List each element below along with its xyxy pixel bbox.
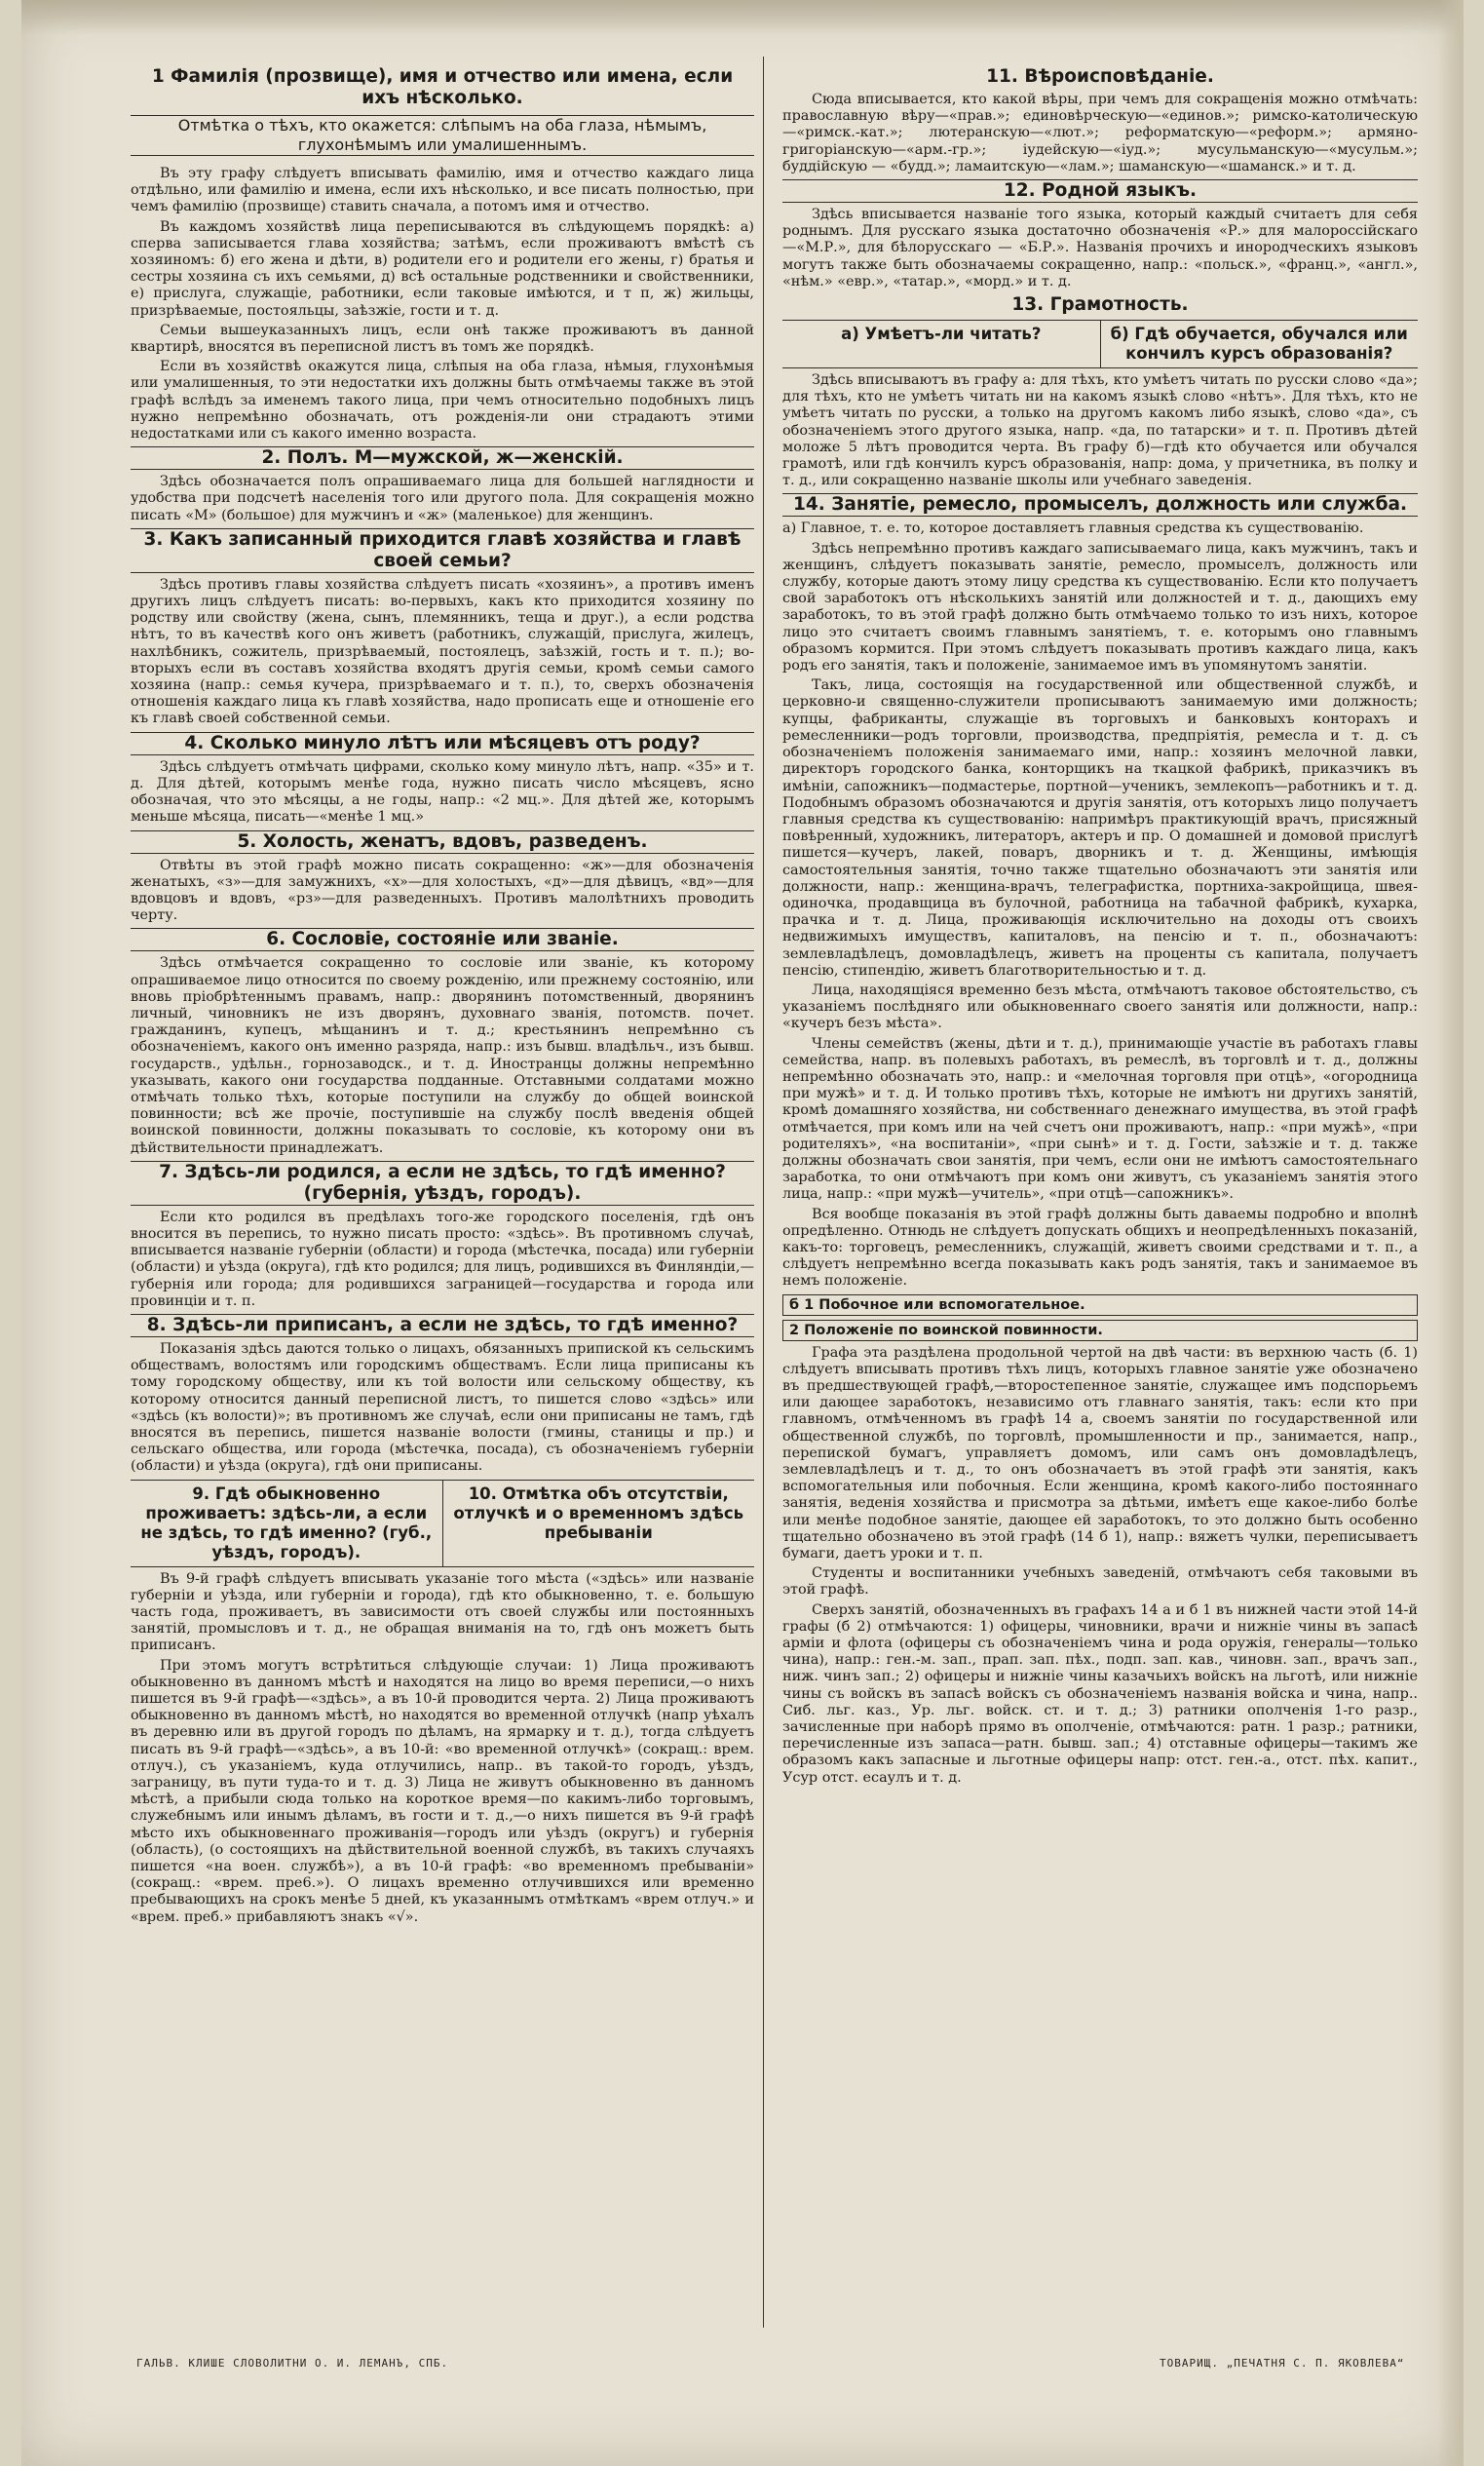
section-2-title: 2. Полъ. М—мужской, ж—женскій.	[131, 446, 754, 470]
section-3-paragraph: Здѣсь противъ главы хозяйства слѣдуетъ писать «хозяинъ», а противъ именъ другихъ лицъ слѣдуетъ писать: во-первыхъ, какъ кто приходится хозяину по родству или свойству (жена, сынъ, племянникъ, теща и друг.), а если родства нѣтъ, то въ качествѣ кого онъ живетъ (работникъ, служащій, прислуга, жилецъ, нахлѣбникъ, сожитель, призрѣваемый, постоялецъ, заѣзжій, гость и т. п.); во-вторыхъ если въ составъ хозяйства входятъ другія семьи, кромѣ семьи самого хозяина (напр.: семья кучера, призрѣваемаго и т. п.), то, сверхъ обозначенія отношенія каждаго лица къ главѣ хозяйства, надо прописать еще и отношеніе его къ главѣ своей собственной семьи.	[131, 576, 754, 727]
section-14-paragraph: Здѣсь непремѣнно противъ каждаго записываемаго лица, какъ мужчинъ, такъ и женщинъ, слѣдуетъ показывать занятіе, ремесло, промыселъ, должность или службу, которые даютъ этому лицу средства къ существованію. Если кто получаетъ свой заработокъ отъ нѣсколькихъ занятій или должностей и т. д., дающихъ ему заработокъ, то въ этой графѣ должно быть отмѣчаемо только то изъ нихъ, которое лицо это считаетъ своимъ главнымъ занятіемъ, т. е. которымъ оно главнымъ образомъ кормится. При этомъ слѣдуетъ показывать противъ каждаго лица, какъ родъ его занятія, такъ и положеніе, занимаемое имъ въ упомянутомъ занятіи.	[782, 540, 1418, 674]
section-14b-paragraph: Графа эта раздѣлена продольной чертой на двѣ части: въ верхнюю часть (б. 1) слѣдуетъ вписывать противъ тѣхъ лицъ, которыхъ главное занятіе уже обозначено въ предшествующей графѣ,—второстепенное занятіе, служащее имъ подспорьемъ или дающее заработокъ, независимо отъ главнаго занятія, такъ: если кто при главномъ, отмѣченномъ въ графѣ 14 а, своемъ занятіи по государственной или общественной службѣ, по торговлѣ, промышленности и пр., занимается, напр., перепиской бумагъ, управляетъ домомъ, или самъ онъ домовладѣлецъ, землевладѣлецъ и т. д., то онъ обозначаетъ въ этой графѣ эти занятія, какъ вспомогательныя или побочныя. Если женщина, кромѣ какого-либо постояннаго занятія, веденія хозяйства и присмотра за дѣтьми, имѣетъ еще какое-либо болѣе или менѣе подобное занятіе, дающее ей заработокъ, то это должно быть особенно тщательно обозначено въ этой графѣ (14 б 1), напр.: вяжетъ чулки, переписываетъ бумаги, даетъ уроки и т. п.	[782, 1344, 1418, 1562]
section-5-paragraph: Отвѣты въ этой графѣ можно писать сокращенно: «ж»—для обозначенія женатыхъ, «з»—для замужнихъ, «х»—для холостыхъ, «д»—для дѣвицъ, «вд»—для вдовцовъ и вдовъ, «рз»—для разведенныхъ. Противъ малолѣтнихъ проводить черту.	[131, 857, 754, 924]
section-3-title: 3. Какъ записанный приходится главѣ хозяйства и главѣ своей семьи?	[131, 528, 754, 573]
section-14-paragraph: Вся вообще показанія въ этой графѣ должны быть даваемы подробно и вполнѣ опредѣленно. Отнюдь не слѣдуетъ допускать общихъ и неопредѣленныхъ показаній, какъ-то: торговецъ, ремесленникъ, служащій, живетъ своими средствами и т. п., а слѣдуетъ непремѣнно всегда показывать какъ родъ занятія, такъ и занимаемое въ немъ положеніе.	[782, 1206, 1418, 1290]
section-14-paragraph: Такъ, лица, состоящія на государственной или общественной службѣ, и церковно-и священно-служители прописываютъ занимаемую ими должность; купцы, фабриканты, служащіе въ торговыхъ и банковыхъ конторахъ и ремесленники—родъ торговли, производства, предпріятія, ремесла и т. д. съ обозначеніемъ положенія занимаемаго ими, напр.: хозяинъ мелочной лавки, директоръ городского банка, конторщикъ на ткацкой фабрикѣ, приказчикъ въ имѣніи, сапожникъ—подмастерье, портной—ученикъ, землекопъ—работникъ и т. д. Подобнымъ образомъ обозначаются и другія занятія, отъ которыхъ лицо получаетъ главныя средства къ существованію: напримѣръ практикующій врачъ, присяжный повѣренный, художникъ, литераторъ, актеръ и пр. О домашней и домовой прислугѣ пишется—кучеръ, лакей, поваръ, дворникъ и т. д. Женщины, имѣющія самостоятельныя занятія, точно также тщательно обозначаютъ эти занятія или должности, напр.: женщина-врачъ, телеграфистка, портниха-закройщица, швея-одиночка, продавщица въ булочной, работница на табачной фабрикѣ, кухарка, прачка и т. д. Лица, проживающія исключительно на доходы отъ своихъ недвижимыхъ имуществъ, капиталовъ, на пенсію и т. п., обозначаютъ: землевладѣлецъ, домовладѣлецъ, живетъ на проценты съ капитала, получаетъ пенсію, стипендію, живетъ благотворительностью и т. д.	[782, 677, 1418, 979]
sections-9-10-header	[131, 1480, 754, 1567]
section-4-title: 4. Сколько минуло лѣтъ или мѣсяцевъ отъ роду?	[131, 732, 754, 755]
section-5-title: 5. Холость, женатъ, вдовъ, разведенъ.	[131, 830, 754, 854]
section-9-title: 9. Гдѣ обыкновенно проживаетъ: здѣсь-ли, а если не здѣсь, то гдѣ именно? (губ., уѣздъ, городъ).	[140, 1483, 433, 1561]
section-14b2-title: 2 Положеніе по воинской повинности.	[782, 1320, 1418, 1341]
section-9-paragraph: При этомъ могутъ встрѣтиться слѣдующіе случаи: 1) Лица проживаютъ обыкновенно въ данномъ мѣстѣ и находятся на лицо во время переписи,—о нихъ пишется въ 9-й графѣ—«здѣсь», а въ 10-й проводится черта. 2) Лица проживаютъ обыкновенно въ данномъ мѣстѣ, но находятся во временной отлучкѣ (напр уѣхалъ въ деревню или въ другой городъ по дѣламъ, на ярмарку и т. д.), тогда слѣдуетъ писать въ 9-й графѣ—«здѣсь», а въ 10-й: «во временной отлучкѣ» (сокращ.: врем. отлуч.), съ указаніемъ, куда отлучились, напр.. въ такой-то городъ, уѣздъ, заграницу, въ пути туда-то и т. д. 3) Лица не живутъ обыкновенно въ данномъ мѣстѣ, а прибыли сюда только на короткое время—по какимъ-либо торговымъ, служебнымъ или инымъ дѣламъ, въ гости и т. д.,—о нихъ пишется въ 9-й графѣ мѣсто ихъ обыкновеннаго проживанія—городъ или уѣздъ (округъ) и губернія (область), (о состоящихъ на дѣйствительной военной службѣ, въ такихъ случаяхъ пишется «на воен. службѣ»), а въ 10-й графѣ: «во временномъ пребываніи» (сокращ.: «врем. пре6.»). О лицахъ временно отлучившихся или временно пребывающихъ на срокъ менѣе 5 дней, къ указаннымъ отмѣткамъ «врем отлуч.» и «врем. преб.» прибавляютъ знакъ «√».	[131, 1657, 754, 1925]
section-7-title: 7. Здѣсь-ли родился, а если не здѣсь, то гдѣ именно? (губернія, уѣздъ, городъ).	[131, 1161, 754, 1206]
section-12-paragraph: Здѣсь вписывается названіе того языка, который каждый считаетъ для себя роднымъ. Для русскаго языка достаточно обозначенія «Р.» для малороссійскаго—«М.Р.», для бѣлорусскаго — «Б.Р.». Названія прочихъ и инородческихъ языковъ могутъ также быть обозначаемы сокращенно, напр.: «польск.», «франц.», «англ.», «нѣм.» «евр.», «татар.», «морд.» и т. д.	[782, 207, 1418, 289]
section-11-title: 11. Вѣроисповѣданіе.	[986, 66, 1214, 87]
section-2-paragraph: Здѣсь обозначается полъ опрашиваемаго лица для большей наглядности и удобства при подсчетѣ населенія того или другого пола. Для сокращенія можно писать «М» (большое) для мужчинъ и «ж» (маленькое) для женщинъ.	[131, 474, 754, 523]
section-14b1-title: б 1 Побочное или вспомогательное.	[782, 1294, 1418, 1316]
column-divider	[763, 57, 764, 2328]
section-14-title: 14. Занятіе, ремесло, промыселъ, должность или служба.	[782, 493, 1418, 517]
section-1-title: 1 Фамилія (прозвище), имя и отчество или имена, если ихъ нѣсколько.	[151, 66, 734, 108]
section-11-paragraph: Сюда вписывается, кто какой вѣры, при чемъ для сокращенія можно отмѣчать: православную вѣру—«прав.»; единовѣрческую—«единов.»; римско-католическую—«римск.-кат.»; лютеранскую—«лют.»; реформатскую—«реформ.»; армяно-григоріанскую—«арм.-гр.»; іудейскую—«іуд.»; мусульманскую—«мусульм.»; буддійскую — «будд.»; ламаитскую—«лам.»; шаманскую—«шаманск.» и т. д.	[782, 92, 1418, 174]
section-13-title: 13. Грамотность.	[1011, 294, 1189, 316]
section-1-paragraph: Семьи вышеуказанныхъ лицъ, если онѣ также проживаютъ въ данной квартирѣ, вносятся въ переписной листъ въ томъ же порядкѣ.	[131, 322, 754, 356]
section-8-paragraph: Показанія здѣсь даются только о лицахъ, обязанныхъ припиской къ сельскимъ обществамъ, волостямъ или городскимъ обществамъ. Если лица приписаны къ тому городскому обществу, или къ той волости или сельскому обществу, къ которому относится данный переписной листъ, то пишется слово «здѣсь» или «здѣсь (къ волости)»; въ противномъ же случаѣ, если они приписаны не тамъ, гдѣ вносятся въ перепись, пишется названіе волости (гмины, станицы и пр.) и сельскаго общества, или города (мѣстечка, посада), съ обозначеніемъ губерніи (области) и уѣзда (округа), гдѣ они приписаны.	[131, 1340, 754, 1475]
section-14-paragraph: Лица, находящіяся временно безъ мѣста, отмѣчаютъ таковое обстоятельство, съ указаніемъ послѣдняго или обыкновеннаго своего занятія или должности, напр.: «кучеръ безъ мѣста».	[782, 982, 1418, 1032]
census-instruction-sheet	[21, 0, 1464, 2466]
section-14a-title: а) Главное, т. е. то, которое доставляетъ главныя средства къ существованію.	[782, 520, 1364, 537]
section-6-paragraph: Здѣсь отмѣчается сокращенно то сословіе или званіе, къ которому опрашиваемое лицо относится по своему рожденію, или прежнему состоянію, или вновь пріобрѣтеннымъ правамъ, напр.: дворянинъ потомственный, дворянинъ личный, чиновникъ не изъ дворянъ, духовнаго званія, потомств. почет. гражданинъ, купецъ, мѣщанинъ и т. д.; крестьянинъ непремѣнно съ обозначеніемъ, какого онъ именно разряда, напр.: изъ бывш. владѣльч., изъ бывш. государств., удѣльн., горнозаводск., и т. д. Иностранцы должны непремѣнно указывать, какого они государства подданные. Отставными солдатами можно отмѣчать только тѣхъ, которые поступили на службу до общей воинской повинности; всѣ же прочіе, поступившіе на службу послѣ введенія общей воинской повинности, должны показывать то сословіе, къ которому они въ дѣйствительности принадлежатъ.	[131, 955, 754, 1156]
section-13-subheaders	[782, 320, 1418, 368]
section-12-title: 12. Родной языкъ.	[782, 179, 1418, 203]
section-14b-paragraph: Сверхъ занятій, обозначенныхъ въ графахъ 14 а и б 1 въ нижней части этой 14-й графы (б 2) отмѣчаются: 1) офицеры, чиновники, врачи и нижніе чины въ запасѣ арміи и флота (офицеры съ обозначеніемъ чина и рода оружія, генералы—только чина), напр.: ген.-м. зап., прап. зап. пѣх., подп. зап. кав., чиновн. зап., врачъ зап., ниж. чинъ зап.; 2) офицеры и нижніе чины казачьихъ войскъ на льготѣ, или нижніе чины съ войскъ въ запасѣ войскъ съ обозначеніемъ названія войска и чина, напр.. Сиб. льг. каз., Ур. льг. войск. ст. и т. д.; 3) ратники ополченія 1-го разр., зачисленные при наборѣ прямо въ ополченіе, отмѣчаются: ратн. 1 разр.; ратники, перечисленные изъ запаса—ратн. бывш. зап.; 4) отставные офицеры—такимъ же образомъ какъ запасные и льготные офицеры напр: отст. ген.-а., отст. пѣх. капит., Усур отст. есаулъ и т. д.	[782, 1601, 1418, 1786]
section-14-paragraph: Члены семействъ (жены, дѣти и т. д.), принимающіе участіе въ работахъ главы семейства, напр. въ полевыхъ работахъ, въ ремеслѣ, въ торговлѣ и т. д., должны непремѣнно обозначать это, напр.: и «мелочная торговля при отцѣ», «огородница при мужѣ» и т. д. И только противъ тѣхъ, которые не имѣютъ ни другихъ занятій, кромѣ домашняго хозяйства, ни собственнаго денежнаго имущества, въ этой графѣ отмѣчается, при комъ или на чей счетъ они проживаютъ, напр.: «при мужѣ», «при родителяхъ», «на воспитаніи», «при сынѣ» и т. д. Гости, заѣзжіе и т. д. также должны обозначать свои занятія, при чемъ, если они не имѣютъ самостоятельнаго заработка, то они отмѣчаютъ при комъ они живутъ, съ указаніемъ занятія этого лица, напр.: «при мужѣ—учитель», «при отцѣ—сапожникъ».	[782, 1035, 1418, 1203]
section-4-paragraph: Здѣсь слѣдуетъ отмѣчать цифрами, сколько кому минуло лѣтъ, напр. «35» и т. д. Для дѣтей, которымъ менѣе года, нужно писать число мѣсяцевъ, ясно обозначая, что это мѣсяцы, а не годы, напр.: «2 мц.». Для дѣтей же, которымъ меньше мѣсяца, писать—«менѣе 1 мц.»	[131, 758, 754, 826]
section-9-paragraph: Въ 9-й графѣ слѣдуетъ вписывать указаніе того мѣста («здѣсь» или названіе губерніи и уѣзда, или губерніи и города), гдѣ кто обыкновенно, т. е. большую часть года, проживаетъ, въ зависимости отъ своей службы или постоянныхъ занятій, промысловъ и т. д., не обращая вниманія на то, гдѣ онъ можетъ быть приписанъ.	[131, 1570, 754, 1654]
section-13a-title: а) Умѣетъ-ли читать?	[841, 325, 1042, 344]
section-1-paragraph: Если въ хозяйствѣ окажутся лица, слѣпыя на оба глаза, нѣмыя, глухонѣмыя или умалишенныя, то эти недостатки ихъ должны быть отмѣчаемы также въ этой графѣ вслѣдъ за именемъ такого лица, при чемъ относительно подобныхъ лицъ нужно непремѣнно обозначать, отъ рожденія-ли они страдаютъ этими недостатками или съ какого именно возраста.	[131, 359, 754, 443]
section-6-title: 6. Сословіе, состояніе или званіе.	[131, 928, 754, 951]
section-8-title: 8. Здѣсь-ли приписанъ, а если не здѣсь, то гдѣ именно?	[131, 1314, 754, 1337]
section-1-paragraph: Въ каждомъ хозяйствѣ лица переписываются въ слѣдующемъ порядкѣ: а) сперва записывается глава хозяйства; затѣмъ, если проживаютъ вмѣстѣ съ хозяиномъ: б) его жена и дѣти, в) родители его и родители его жены, г) братья и сестры хозяина съ ихъ семьями, д) всѣ остальные родственники и свойственники, е) прислуга, служащіе, работники, если таковые имѣются, и т п, ж) жильцы, призрѣваемые, постояльцы, заѣзжіе, гости и т. д.	[131, 218, 754, 319]
footer-printer-left: ГАЛЬВ. КЛИШЕ СЛОВОЛИТНИ О. И. ЛЕМАНЪ, СПБ.	[136, 2357, 449, 2370]
section-1-note: Отмѣтка о тѣхъ, кто окажется: слѣпымъ на оба глаза, нѣмымъ, глухонѣмымъ или умалишеннымъ.	[131, 115, 754, 156]
section-13-paragraph: Здѣсь вписываютъ въ графу а: для тѣхъ, кто умѣетъ читать по русски слово «да»; для тѣхъ, кто не умѣетъ читать ни на какомъ языкѣ слово «нѣтъ». Для тѣхъ, кто не умѣетъ читать по русски, а только на другомъ какомъ либо языкѣ, слово «да», съ обозначеніемъ этого другого языка, напр. «да, по татарски» и т. п. Противъ дѣтей моложе 5 лѣтъ проводится черта. Въ графу б)—гдѣ кто обучается или обучался грамотѣ, или гдѣ кончилъ курсъ образованія, напр: дома, у причетника, въ полку и т. д., или сокращенно названіе школы или учебнаго заведенія.	[782, 372, 1418, 489]
section-13b-title: б) Гдѣ обучается, обучался или кончилъ курсъ образованія?	[1110, 325, 1408, 364]
right-column	[782, 62, 1418, 2353]
section-7-paragraph: Если кто родился въ предѣлахъ того-же городского поселенія, гдѣ онъ вносится въ перепись, то нужно писать просто: «здѣсь». Въ противномъ случаѣ, вписывается названіе губерніи (области) и города (мѣстечка, посада) или губерніи (области) и уѣзда (округа), гдѣ кто родился; для лицъ, родившихся въ Финляндіи,—губернія или города; для родившихся заграницей—государства и города или провинціи и т. п.	[131, 1209, 754, 1309]
left-column	[131, 62, 754, 2353]
footer-printer-right: ТОВАРИЩ. „ПЕЧАТНЯ С. П. ЯКОВЛЕВА“	[1160, 2357, 1405, 2370]
section-10-title: 10. Отмѣтка объ отсутствіи, отлучкѣ и о временномъ здѣсь пребываніи	[453, 1483, 744, 1542]
section-14b-paragraph: Студенты и воспитанники учебныхъ заведеній, отмѣчаютъ себя таковыми въ этой графѣ.	[782, 1565, 1418, 1599]
section-1-paragraph: Въ эту графу слѣдуетъ вписывать фамилію, имя и отчество каждаго лица отдѣльно, или фамилію и имена, если ихъ нѣсколько, и все писать полностью, при чемъ фамилію (прозвище) ставить сначала, а потомъ имя и отчество.	[131, 166, 754, 215]
